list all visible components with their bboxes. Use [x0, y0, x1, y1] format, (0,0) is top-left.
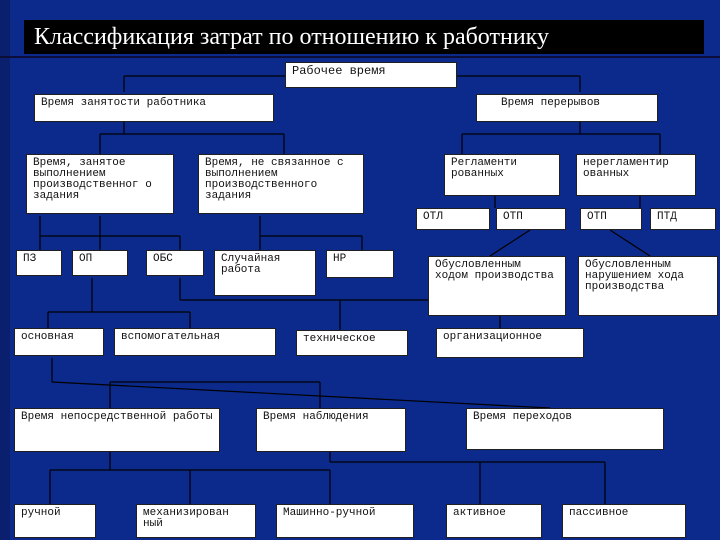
machine-manual-node: Машинно-ручной	[276, 504, 414, 538]
organizational-node: организационное	[436, 328, 584, 358]
mechanized-node: механизирован ный	[136, 504, 256, 538]
main-node: основная	[14, 328, 104, 356]
op-node: ОП	[72, 250, 128, 276]
otp-node-2: ОТП	[580, 208, 642, 230]
root-node: Рабочее время	[285, 62, 457, 88]
violation-caused-node: Обусловленным нарушением хода производства	[578, 256, 718, 316]
active-node: активное	[446, 504, 542, 538]
manual-node: ручной	[14, 504, 96, 538]
employment-time-node: Время занятости работника	[34, 94, 274, 122]
connector	[610, 230, 650, 256]
regulated-breaks-node: Регламенти рованных	[444, 154, 560, 196]
obs-node: ОБС	[146, 250, 204, 276]
non-task-time-node: Время, не связанное с выполнением производственного задания	[198, 154, 364, 214]
otl-node: ОТЛ	[416, 208, 490, 230]
direct-work-node: Время непосредственной работы	[14, 408, 220, 452]
nr-node: НР	[326, 250, 394, 278]
process-caused-node: Обусловленным ходом производства	[428, 256, 566, 316]
observation-node: Время наблюдения	[256, 408, 406, 452]
otp-node-1: ОТП	[496, 208, 566, 230]
unregulated-breaks-node: нерегламентир ованных	[576, 154, 696, 196]
connector	[490, 230, 530, 256]
breaks-time-node: Время перерывов	[476, 94, 658, 122]
transitions-node: Время переходов	[466, 408, 664, 450]
pz-node: ПЗ	[16, 250, 62, 276]
random-work-node: Случайная работа	[214, 250, 316, 296]
ptd-node: ПТД	[650, 208, 716, 230]
passive-node: пассивное	[562, 504, 686, 538]
task-time-node: Время, занятое выполнением производственног о задания	[26, 154, 174, 214]
auxiliary-node: вспомогательная	[114, 328, 276, 356]
slide-title: Классификация затрат по отношению к работнику	[24, 20, 704, 54]
technical-node: техническое	[296, 330, 408, 356]
connector	[52, 382, 550, 408]
